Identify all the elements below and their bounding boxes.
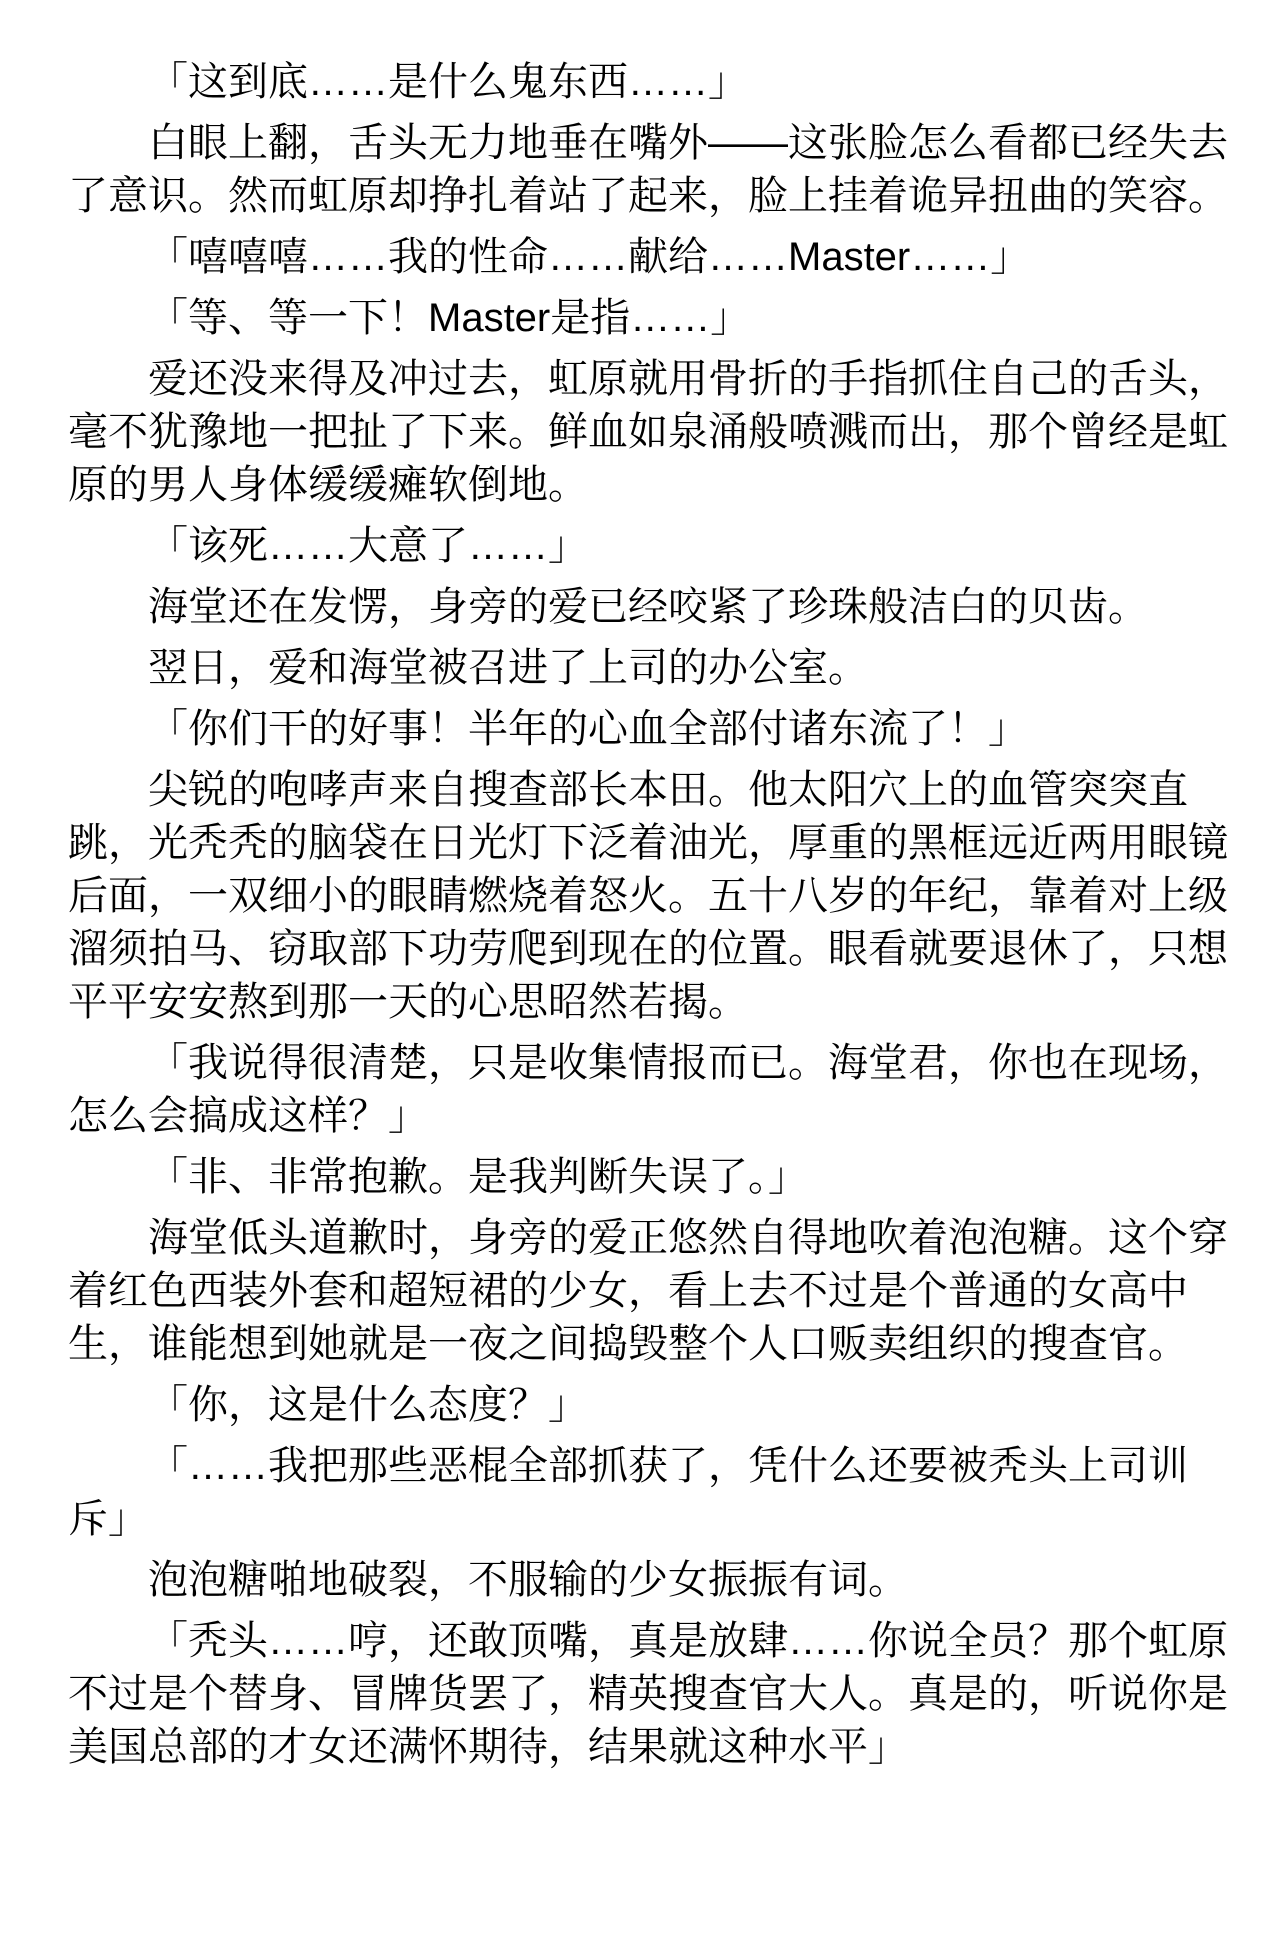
paragraph-narration: 海堂还在发愣，身旁的爱已经咬紧了珍珠般洁白的贝齿。	[148, 585, 1148, 629]
paragraph-dialogue: 「……我把那些恶棍全部抓获了，凭什么还要被秃头上司训斥」	[68, 1444, 1188, 1541]
paragraph-narration: 爱还没来得及冲过去，虹原就用骨折的手指抓住自己的舌头，毫不犹豫地一把扯了下来。鲜血如泉涌般喷溅而出，那个曾经是虹原的男人身体缓缓瘫软倒地。	[68, 357, 1228, 507]
paragraph-dialogue: 「该死……大意了……」	[148, 524, 588, 568]
paragraph-narration: 尖锐的咆哮声来自搜查部长本田。他太阳穴上的血管突突直跳，光秃秃的脑袋在日光灯下泛着油光，厚重的黑框远近两用眼镜后面，一双细小的眼睛燃烧着怒火。五十八岁的年纪，靠着对上级溜须拍马、窃取部下功劳爬到现在的位置。眼看就要退休了，只想平平安安熬到那一天的心思昭然若揭。	[68, 768, 1228, 1024]
paragraph-dialogue: 「嘻嘻嘻……我的性命……献给……Master……」	[148, 235, 1031, 279]
paragraph-dialogue: 「秃头……哼，还敢顶嘴，真是放肆……你说全员？那个虹原不过是个替身、冒牌货罢了，精英搜查官大人。真是的，听说你是美国总部的才女还满怀期待，结果就这种水平」	[68, 1619, 1228, 1769]
paragraph-narration: 海堂低头道歉时，身旁的爱正悠然自得地吹着泡泡糖。这个穿着红色西装外套和超短裙的少女，看上去不过是个普通的女高中生，谁能想到她就是一夜之间捣毁整个人口贩卖组织的搜查官。	[68, 1216, 1228, 1366]
paragraph-dialogue: 「你，这是什么态度？」	[148, 1383, 588, 1427]
paragraph-narration: 白眼上翻，舌头无力地垂在嘴外——这张脸怎么看都已经失去了意识。然而虹原却挣扎着站了起来，脸上挂着诡异扭曲的笑容。	[68, 121, 1228, 218]
paragraph-dialogue: 「等、等一下！Master是指……」	[148, 296, 751, 340]
paragraph-dialogue: 「非、非常抱歉。是我判断失误了。」	[148, 1155, 808, 1199]
paragraph-dialogue: 「这到底……是什么鬼东西……」	[148, 60, 748, 104]
paragraph-narration: 泡泡糖啪地破裂，不服输的少女振振有词。	[148, 1558, 908, 1602]
paragraph-dialogue: 「你们干的好事！半年的心血全部付诸东流了！」	[148, 707, 1028, 751]
paragraph-narration: 翌日，爱和海堂被召进了上司的办公室。	[148, 646, 868, 690]
novel-reader-page	[68, 0, 1228, 1774]
paragraph-dialogue: 「我说得很清楚，只是收集情报而已。海堂君，你也在现场，怎么会搞成这样？」	[68, 1041, 1228, 1138]
